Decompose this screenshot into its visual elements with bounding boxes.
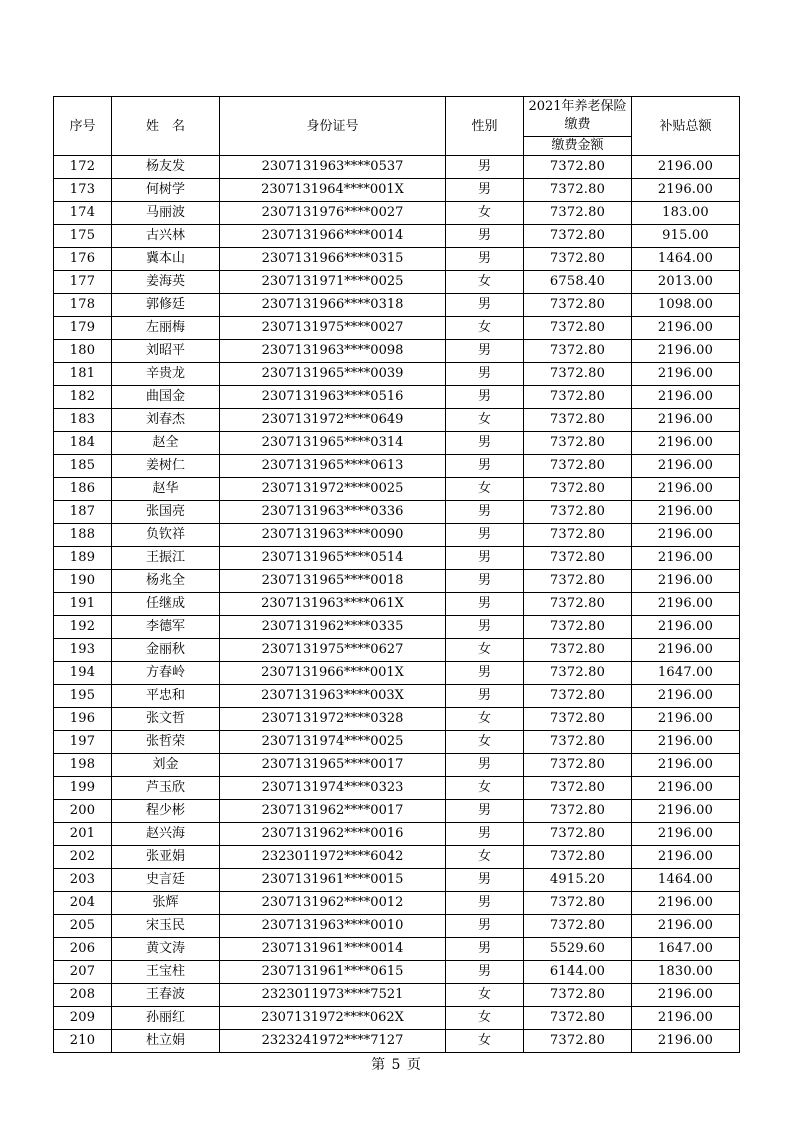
cell-subsidy: 1647.00 — [632, 662, 740, 685]
cell-seq: 175 — [54, 225, 112, 248]
cell-seq: 183 — [54, 409, 112, 432]
cell-id: 2307131971****0025 — [220, 271, 446, 294]
cell-gender: 女 — [446, 1007, 524, 1030]
cell-seq: 187 — [54, 501, 112, 524]
cell-pension: 7372.80 — [524, 156, 632, 179]
cell-gender: 男 — [446, 248, 524, 271]
cell-name: 古兴林 — [112, 225, 220, 248]
cell-id: 2307131965****0613 — [220, 455, 446, 478]
cell-gender: 女 — [446, 409, 524, 432]
cell-gender: 男 — [446, 570, 524, 593]
table-row — [54, 708, 740, 731]
table-row — [54, 570, 740, 593]
cell-id: 2307131966****001X — [220, 662, 446, 685]
table-row — [54, 685, 740, 708]
cell-gender: 男 — [446, 823, 524, 846]
cell-subsidy: 2196.00 — [632, 386, 740, 409]
cell-id: 2323011973****7521 — [220, 984, 446, 1007]
table-row — [54, 386, 740, 409]
cell-name: 金丽秋 — [112, 639, 220, 662]
cell-gender: 男 — [446, 915, 524, 938]
cell-id: 2307131963****0537 — [220, 156, 446, 179]
cell-pension: 7372.80 — [524, 731, 632, 754]
cell-gender: 男 — [446, 501, 524, 524]
header-seq: 序号 — [54, 97, 112, 156]
cell-pension: 6758.40 — [524, 271, 632, 294]
cell-pension: 4915.20 — [524, 869, 632, 892]
cell-gender: 男 — [446, 455, 524, 478]
cell-seq: 209 — [54, 1007, 112, 1030]
cell-id: 2307131965****0017 — [220, 754, 446, 777]
cell-seq: 185 — [54, 455, 112, 478]
cell-name: 刘春杰 — [112, 409, 220, 432]
cell-seq: 199 — [54, 777, 112, 800]
cell-pension: 7372.80 — [524, 317, 632, 340]
cell-subsidy: 2196.00 — [632, 1030, 740, 1053]
cell-id: 2307131964****001X — [220, 179, 446, 202]
cell-gender: 男 — [446, 432, 524, 455]
cell-id: 2307131963****0098 — [220, 340, 446, 363]
table-row — [54, 501, 740, 524]
cell-subsidy: 2196.00 — [632, 524, 740, 547]
cell-gender: 男 — [446, 662, 524, 685]
cell-seq: 204 — [54, 892, 112, 915]
cell-subsidy: 1464.00 — [632, 869, 740, 892]
cell-seq: 210 — [54, 1030, 112, 1053]
cell-id: 2307131974****0323 — [220, 777, 446, 800]
cell-gender: 男 — [446, 800, 524, 823]
cell-subsidy: 2196.00 — [632, 409, 740, 432]
cell-gender: 男 — [446, 892, 524, 915]
cell-name: 曲国金 — [112, 386, 220, 409]
cell-id: 2307131961****0015 — [220, 869, 446, 892]
cell-pension: 7372.80 — [524, 248, 632, 271]
cell-id: 2307131966****0014 — [220, 225, 446, 248]
cell-pension: 7372.80 — [524, 386, 632, 409]
cell-id: 2307131965****0039 — [220, 363, 446, 386]
cell-name: 程少彬 — [112, 800, 220, 823]
cell-pension: 7372.80 — [524, 823, 632, 846]
header-name: 姓 名 — [112, 97, 220, 156]
cell-gender: 男 — [446, 524, 524, 547]
cell-name: 宋玉民 — [112, 915, 220, 938]
cell-subsidy: 2196.00 — [632, 685, 740, 708]
cell-id: 2307131963****003X — [220, 685, 446, 708]
cell-gender: 女 — [446, 202, 524, 225]
table-row — [54, 547, 740, 570]
cell-name: 姜树仁 — [112, 455, 220, 478]
cell-gender: 男 — [446, 225, 524, 248]
cell-id: 2307131966****0318 — [220, 294, 446, 317]
cell-id: 2307131963****061X — [220, 593, 446, 616]
cell-seq: 195 — [54, 685, 112, 708]
table-row — [54, 869, 740, 892]
cell-name: 负钦祥 — [112, 524, 220, 547]
cell-name: 何树学 — [112, 179, 220, 202]
table-row — [54, 455, 740, 478]
cell-id: 2307131961****0615 — [220, 961, 446, 984]
cell-id: 2307131972****0328 — [220, 708, 446, 731]
cell-id: 2323011972****6042 — [220, 846, 446, 869]
cell-gender: 男 — [446, 386, 524, 409]
cell-name: 马丽波 — [112, 202, 220, 225]
table-row — [54, 639, 740, 662]
table-row — [54, 800, 740, 823]
table-row — [54, 777, 740, 800]
cell-pension: 7372.80 — [524, 524, 632, 547]
header-pension-amount: 缴费金额 — [524, 136, 631, 155]
cell-name: 赵兴海 — [112, 823, 220, 846]
cell-seq: 202 — [54, 846, 112, 869]
cell-gender: 女 — [446, 731, 524, 754]
table-row — [54, 823, 740, 846]
cell-subsidy: 1647.00 — [632, 938, 740, 961]
cell-gender: 男 — [446, 363, 524, 386]
table-row — [54, 662, 740, 685]
cell-pension: 7372.80 — [524, 685, 632, 708]
cell-pension: 7372.80 — [524, 547, 632, 570]
cell-subsidy: 2196.00 — [632, 179, 740, 202]
cell-seq: 196 — [54, 708, 112, 731]
cell-pension: 7372.80 — [524, 294, 632, 317]
table-row — [54, 340, 740, 363]
cell-name: 郭修廷 — [112, 294, 220, 317]
cell-subsidy: 2196.00 — [632, 800, 740, 823]
cell-seq: 197 — [54, 731, 112, 754]
cell-gender: 男 — [446, 869, 524, 892]
cell-pension: 7372.80 — [524, 363, 632, 386]
cell-name: 史言廷 — [112, 869, 220, 892]
cell-seq: 206 — [54, 938, 112, 961]
cell-subsidy: 2196.00 — [632, 455, 740, 478]
cell-name: 杨友发 — [112, 156, 220, 179]
cell-seq: 208 — [54, 984, 112, 1007]
cell-subsidy: 2196.00 — [632, 846, 740, 869]
table-body — [54, 156, 740, 1053]
cell-subsidy: 2196.00 — [632, 616, 740, 639]
cell-seq: 193 — [54, 639, 112, 662]
table-row — [54, 409, 740, 432]
cell-pension: 7372.80 — [524, 432, 632, 455]
cell-pension: 7372.80 — [524, 501, 632, 524]
cell-seq: 192 — [54, 616, 112, 639]
cell-pension: 7372.80 — [524, 708, 632, 731]
cell-gender: 男 — [446, 685, 524, 708]
cell-gender: 男 — [446, 754, 524, 777]
cell-name: 王振江 — [112, 547, 220, 570]
cell-pension: 7372.80 — [524, 777, 632, 800]
cell-subsidy: 2013.00 — [632, 271, 740, 294]
table-row — [54, 1030, 740, 1053]
cell-seq: 190 — [54, 570, 112, 593]
cell-pension: 7372.80 — [524, 593, 632, 616]
table-row — [54, 754, 740, 777]
cell-subsidy: 2196.00 — [632, 984, 740, 1007]
cell-subsidy: 2196.00 — [632, 777, 740, 800]
cell-seq: 179 — [54, 317, 112, 340]
cell-seq: 176 — [54, 248, 112, 271]
cell-id: 2307131962****0335 — [220, 616, 446, 639]
cell-subsidy: 1830.00 — [632, 961, 740, 984]
cell-name: 赵全 — [112, 432, 220, 455]
cell-seq: 182 — [54, 386, 112, 409]
cell-id: 2307131965****0514 — [220, 547, 446, 570]
cell-pension: 7372.80 — [524, 662, 632, 685]
cell-pension: 7372.80 — [524, 570, 632, 593]
cell-subsidy: 2196.00 — [632, 156, 740, 179]
cell-id: 2323241972****7127 — [220, 1030, 446, 1053]
cell-seq: 198 — [54, 754, 112, 777]
cell-name: 方春岭 — [112, 662, 220, 685]
cell-seq: 177 — [54, 271, 112, 294]
cell-subsidy: 2196.00 — [632, 593, 740, 616]
cell-seq: 180 — [54, 340, 112, 363]
cell-seq: 203 — [54, 869, 112, 892]
cell-subsidy: 2196.00 — [632, 639, 740, 662]
cell-gender: 女 — [446, 984, 524, 1007]
cell-name: 李德军 — [112, 616, 220, 639]
cell-subsidy: 2196.00 — [632, 570, 740, 593]
cell-gender: 男 — [446, 340, 524, 363]
cell-name: 刘金 — [112, 754, 220, 777]
cell-subsidy: 2196.00 — [632, 915, 740, 938]
table-row — [54, 961, 740, 984]
cell-gender: 男 — [446, 156, 524, 179]
cell-pension: 7372.80 — [524, 1007, 632, 1030]
table-row — [54, 202, 740, 225]
cell-id: 2307131972****0649 — [220, 409, 446, 432]
cell-seq: 184 — [54, 432, 112, 455]
table-row — [54, 179, 740, 202]
cell-name: 张国亮 — [112, 501, 220, 524]
cell-gender: 女 — [446, 777, 524, 800]
cell-subsidy: 2196.00 — [632, 892, 740, 915]
cell-subsidy: 2196.00 — [632, 501, 740, 524]
cell-seq: 173 — [54, 179, 112, 202]
cell-subsidy: 2196.00 — [632, 547, 740, 570]
cell-name: 平忠和 — [112, 685, 220, 708]
cell-name: 张辉 — [112, 892, 220, 915]
cell-seq: 174 — [54, 202, 112, 225]
cell-gender: 男 — [446, 294, 524, 317]
table-row — [54, 271, 740, 294]
table-row — [54, 317, 740, 340]
table-row — [54, 892, 740, 915]
cell-name: 杨兆全 — [112, 570, 220, 593]
cell-subsidy: 2196.00 — [632, 363, 740, 386]
cell-id: 2307131963****0516 — [220, 386, 446, 409]
cell-subsidy: 2196.00 — [632, 1007, 740, 1030]
cell-id: 2307131961****0014 — [220, 938, 446, 961]
table-row — [54, 593, 740, 616]
cell-seq: 186 — [54, 478, 112, 501]
cell-gender: 女 — [446, 478, 524, 501]
cell-id: 2307131965****0314 — [220, 432, 446, 455]
cell-id: 2307131972****062X — [220, 1007, 446, 1030]
table-row — [54, 938, 740, 961]
cell-seq: 181 — [54, 363, 112, 386]
cell-id: 2307131963****0336 — [220, 501, 446, 524]
page-number: 第 5 页 — [371, 1057, 422, 1073]
cell-name: 芦玉欣 — [112, 777, 220, 800]
cell-subsidy: 1464.00 — [632, 248, 740, 271]
cell-pension: 7372.80 — [524, 639, 632, 662]
cell-name: 孙丽红 — [112, 1007, 220, 1030]
cell-subsidy: 1098.00 — [632, 294, 740, 317]
cell-name: 王春波 — [112, 984, 220, 1007]
table-row — [54, 478, 740, 501]
cell-gender: 女 — [446, 317, 524, 340]
cell-subsidy: 2196.00 — [632, 340, 740, 363]
cell-gender: 男 — [446, 961, 524, 984]
cell-pension: 7372.80 — [524, 225, 632, 248]
cell-name: 张亚娟 — [112, 846, 220, 869]
cell-name: 冀本山 — [112, 248, 220, 271]
cell-id: 2307131962****0016 — [220, 823, 446, 846]
cell-gender: 男 — [446, 616, 524, 639]
cell-name: 刘昭平 — [112, 340, 220, 363]
cell-seq: 191 — [54, 593, 112, 616]
cell-id: 2307131975****0027 — [220, 317, 446, 340]
table-row — [54, 432, 740, 455]
cell-id: 2307131965****0018 — [220, 570, 446, 593]
table-row — [54, 156, 740, 179]
cell-subsidy: 2196.00 — [632, 708, 740, 731]
cell-gender: 女 — [446, 271, 524, 294]
cell-name: 任继成 — [112, 593, 220, 616]
header-pension — [524, 97, 632, 156]
cell-name: 黄文涛 — [112, 938, 220, 961]
cell-seq: 189 — [54, 547, 112, 570]
cell-pension: 7372.80 — [524, 800, 632, 823]
cell-pension: 7372.80 — [524, 1030, 632, 1053]
header-gender: 性别 — [446, 97, 524, 156]
cell-name: 张文哲 — [112, 708, 220, 731]
cell-pension: 7372.80 — [524, 846, 632, 869]
cell-pension: 7372.80 — [524, 179, 632, 202]
cell-gender: 女 — [446, 708, 524, 731]
cell-id: 2307131975****0627 — [220, 639, 446, 662]
cell-name: 杜立娟 — [112, 1030, 220, 1053]
header-subsidy: 补贴总额 — [632, 97, 740, 156]
cell-pension: 7372.80 — [524, 892, 632, 915]
cell-pension: 7372.80 — [524, 478, 632, 501]
cell-seq: 201 — [54, 823, 112, 846]
table-row — [54, 846, 740, 869]
cell-seq: 188 — [54, 524, 112, 547]
cell-pension: 7372.80 — [524, 202, 632, 225]
cell-seq: 178 — [54, 294, 112, 317]
cell-id: 2307131966****0315 — [220, 248, 446, 271]
cell-subsidy: 915.00 — [632, 225, 740, 248]
cell-seq: 205 — [54, 915, 112, 938]
table-row — [54, 1007, 740, 1030]
cell-pension: 7372.80 — [524, 984, 632, 1007]
cell-subsidy: 2196.00 — [632, 432, 740, 455]
header-pension-title: 2021年养老保险缴费 — [528, 99, 627, 132]
table-header — [54, 97, 740, 156]
cell-pension: 7372.80 — [524, 754, 632, 777]
cell-id: 2307131962****0017 — [220, 800, 446, 823]
cell-gender: 女 — [446, 1030, 524, 1053]
table-row — [54, 225, 740, 248]
cell-seq: 207 — [54, 961, 112, 984]
table-row — [54, 294, 740, 317]
cell-name: 张哲荣 — [112, 731, 220, 754]
cell-gender: 男 — [446, 547, 524, 570]
table-row — [54, 524, 740, 547]
cell-name: 王宝柱 — [112, 961, 220, 984]
cell-subsidy: 2196.00 — [632, 823, 740, 846]
cell-subsidy: 2196.00 — [632, 317, 740, 340]
table-row — [54, 248, 740, 271]
cell-id: 2307131963****0090 — [220, 524, 446, 547]
cell-pension: 7372.80 — [524, 616, 632, 639]
table-row — [54, 984, 740, 1007]
table-row — [54, 915, 740, 938]
cell-pension: 5529.60 — [524, 938, 632, 961]
cell-pension: 7372.80 — [524, 455, 632, 478]
table-row — [54, 363, 740, 386]
cell-id: 2307131974****0025 — [220, 731, 446, 754]
cell-gender: 女 — [446, 846, 524, 869]
cell-gender: 男 — [446, 938, 524, 961]
cell-seq: 194 — [54, 662, 112, 685]
cell-pension: 7372.80 — [524, 915, 632, 938]
cell-id: 2307131976****0027 — [220, 202, 446, 225]
cell-seq: 172 — [54, 156, 112, 179]
cell-subsidy: 2196.00 — [632, 478, 740, 501]
cell-id: 2307131972****0025 — [220, 478, 446, 501]
cell-gender: 男 — [446, 593, 524, 616]
header-id: 身份证号 — [220, 97, 446, 156]
cell-gender: 男 — [446, 179, 524, 202]
cell-name: 左丽梅 — [112, 317, 220, 340]
cell-id: 2307131963****0010 — [220, 915, 446, 938]
subsidy-table — [53, 96, 740, 1053]
cell-pension: 7372.80 — [524, 409, 632, 432]
cell-pension: 7372.80 — [524, 340, 632, 363]
table-row — [54, 731, 740, 754]
cell-subsidy: 2196.00 — [632, 754, 740, 777]
cell-seq: 200 — [54, 800, 112, 823]
cell-name: 赵华 — [112, 478, 220, 501]
cell-name: 辛贵龙 — [112, 363, 220, 386]
cell-name: 姜海英 — [112, 271, 220, 294]
cell-id: 2307131962****0012 — [220, 892, 446, 915]
cell-pension: 6144.00 — [524, 961, 632, 984]
cell-gender: 女 — [446, 639, 524, 662]
table-row — [54, 616, 740, 639]
cell-subsidy: 2196.00 — [632, 731, 740, 754]
cell-subsidy: 183.00 — [632, 202, 740, 225]
